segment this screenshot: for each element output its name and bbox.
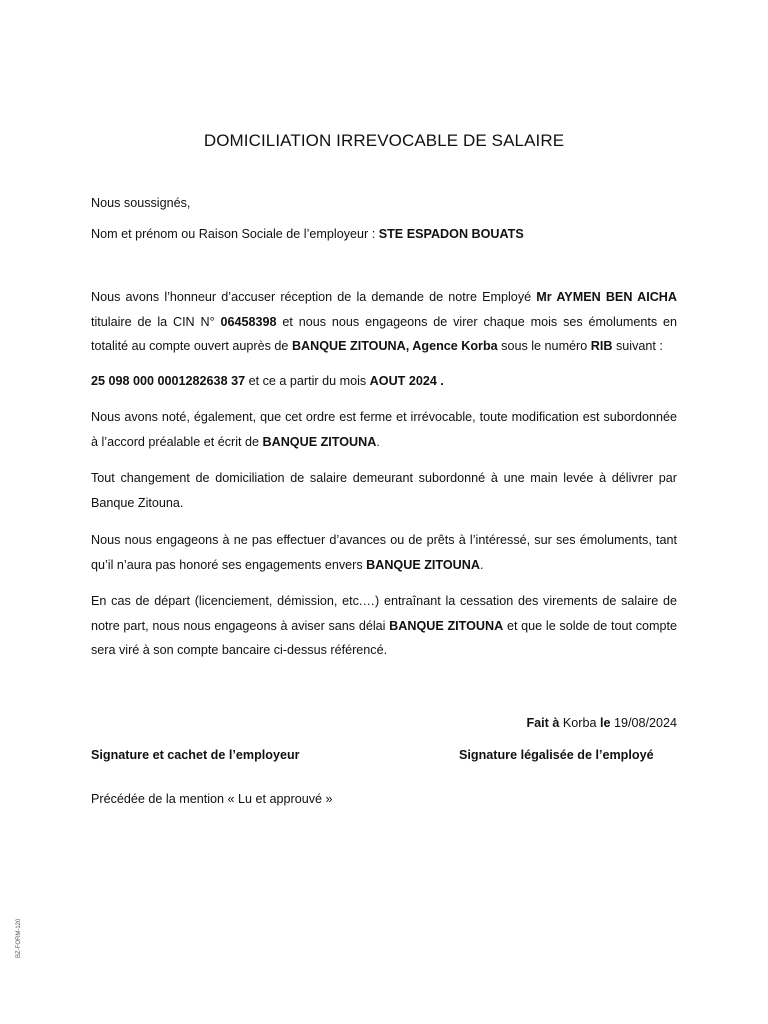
employee-name: Mr AYMEN BEN AICHA [536,290,677,304]
p4-text-2: . [479,557,484,572]
p5-text-2: et que le solde de tout compte sera viré à son compte bancaire ci-dessus référencé. [91,618,678,658]
paragraph-irrevocable [91,405,677,454]
start-month: AOUT 2024 . [369,374,444,388]
paragraph-departure [91,589,677,663]
cin-number: 06458398 [220,314,277,329]
rib-label: RIB [590,339,613,354]
p4-bank: BANQUE ZITOUNA [366,557,480,572]
fait-label: Fait à [526,716,560,730]
intro-line: Nous soussignés, [91,196,191,210]
p1-text-4: sous le numéro [497,339,591,354]
document-title: DOMICILIATION IRREVOCABLE DE SALAIRE [203,131,565,150]
paragraph-acknowledgement [91,285,677,359]
p1-text-2: titulaire de la CIN N° [91,314,221,329]
form-reference: BZ-FORM-120 [16,918,22,958]
p5-text-1: En cas de départ (licenciement, démission, etc.…) entraînant la cessation des virements de salaire de notre part, nous nous engageons à aviser sans délai [91,594,677,633]
paragraph-advances [91,528,677,577]
employer-name: STE ESPADON BOUATS [378,227,524,241]
p1-text-3: et nous nous engageons de virer chaque mois ses émoluments en totalité au compte ouvert auprès de [91,314,677,354]
rib-number: 25 098 000 0001282638 37 [91,374,246,388]
place: Korba [559,716,600,730]
paragraph-change: Tout changement de domiciliation de salaire demeurant subordonné à une main levée à délivrer par Banque Zitouna. [91,471,677,510]
p2-text-1: Nous avons noté, également, que cet ordre est ferme et irrévocable, toute modification est subordonnée à l’accord préalable et écrit de [91,410,677,449]
employee-signature-label: Signature légalisée de l’employé [459,748,654,762]
date: 19/08/2024 [610,716,677,730]
p5-bank: BANQUE ZITOUNA [389,618,504,633]
employer-line [91,222,677,247]
employer-label: Nom et prénom ou Raison Sociale de l’employeur : [91,227,379,241]
p1-text-1: Nous avons l’honneur d’accuser réception de la demande de notre Employé [91,290,537,304]
place-date-line [91,711,677,736]
bank-agency: BANQUE ZITOUNA, Agence Korba [291,339,498,354]
p4-text-1: Nous nous engageons à ne pas effectuer d’avances ou de prêts à l’intéressé, sur ses émoluments, tant qu’il n’aura pas honoré ses engagements envers [91,533,677,572]
rib-line-text: et ce a partir du mois [245,374,370,388]
rib-line [91,369,677,394]
mention-line: Précédée de la mention « Lu et approuvé » [91,792,333,806]
p1-text-5: suivant : [612,339,663,354]
p2-text-2: . [376,434,380,449]
p2-bank: BANQUE ZITOUNA [262,434,377,449]
employer-signature-label: Signature et cachet de l’employeur [91,748,300,762]
le-label: le [599,716,611,730]
